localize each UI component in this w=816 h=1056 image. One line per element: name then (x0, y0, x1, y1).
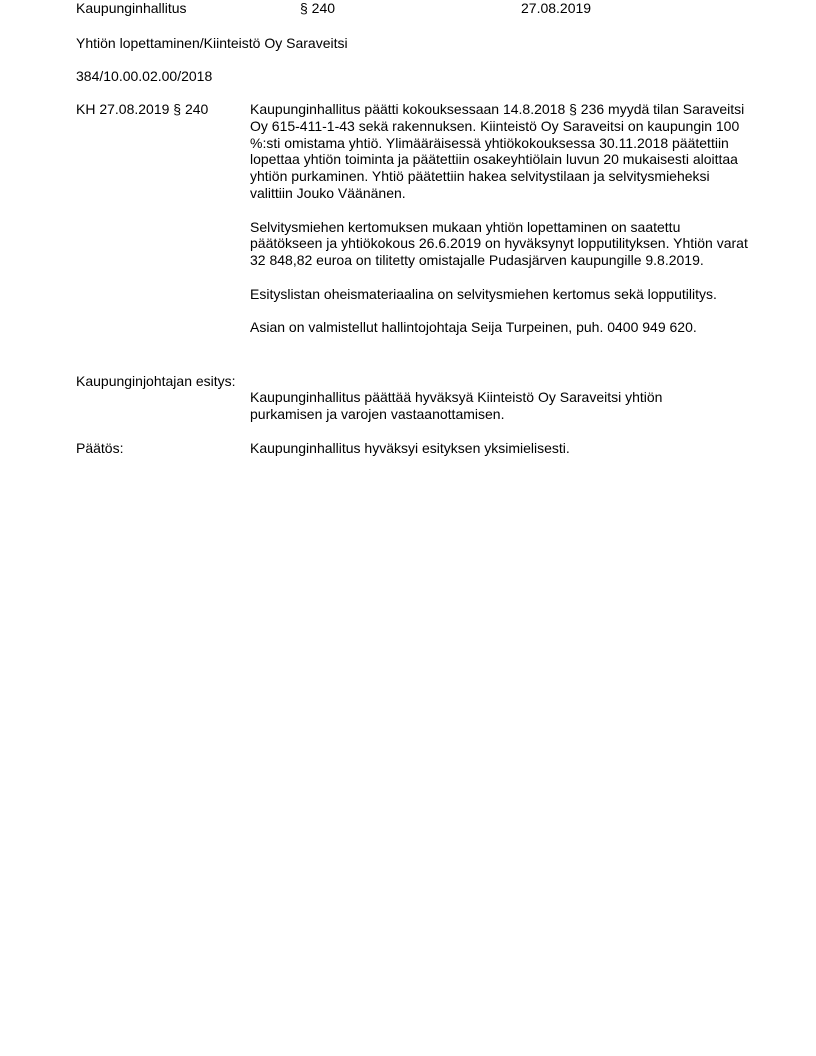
meeting-body (250, 101, 750, 336)
header-body-name: Kaupunginhallitus (76, 0, 187, 16)
meeting-label: KH 27.08.2019 § 240 (76, 101, 209, 117)
meeting-paragraph: Selvitysmiehen kertomuksen mukaan yhtiön lopettaminen on saatettu päätökseen ja yhtiökokous 26.6.2019 on hyväksynyt lopputilityksen. Yhtiön varat 32 848,82 euroa on tilitetty omistajalle Pudasjärven kaupungille 9.8.2019. (250, 218, 748, 269)
meeting-paragraph: Kaupunginhallitus päätti kokouksessaan 14.8.2018 § 236 myydä tilan Saraveitsi Oy 615-411-1-43 sekä rakennuksen. Kiinteistö Oy Saraveitsi on kaupungin 100 %:sti omistama yhtiö. Ylimääräisessä yhtiökokouksessa 30.11.2018 päätettiin lopettaa yhtiön toiminta ja päätettiin osakeyhtiölain luvun 20 mukaisesti aloittaa yhtiön purkaminen. Yhtiö päätettiin hakea selvitystilaan ja selvitysmieheksi valittiin Jouko Väänänen. (250, 101, 745, 201)
meeting-paragraph: Asian on valmistellut hallintojohtaja Seija Turpeinen, puh. 0400 949 620. (250, 319, 697, 336)
header-section-number: § 240 (300, 0, 336, 16)
decision-label: Päätös: (76, 440, 124, 456)
decision-text (250, 440, 750, 457)
proposal-paragraph: Kaupunginhallitus päättää hyväksyä Kiinteistö Oy Saraveitsi yhtiön purkamisen ja varojen vastaanottamisen. (250, 389, 663, 422)
proposal-text (250, 389, 710, 423)
record-number: 384/10.00.02.00/2018 (76, 68, 213, 84)
header-date: 27.08.2019 (521, 0, 592, 16)
document-title: Yhtiön lopettaminen/Kiinteistö Oy Saraveitsi (76, 35, 348, 51)
decision-paragraph: Kaupunginhallitus hyväksyi esityksen yksimielisesti. (250, 440, 570, 456)
meeting-paragraph: Esityslistan oheismateriaalina on selvitysmiehen kertomus sekä lopputilitys. (250, 285, 717, 302)
proposal-label: Kaupunginjohtajan esitys: (76, 373, 236, 389)
